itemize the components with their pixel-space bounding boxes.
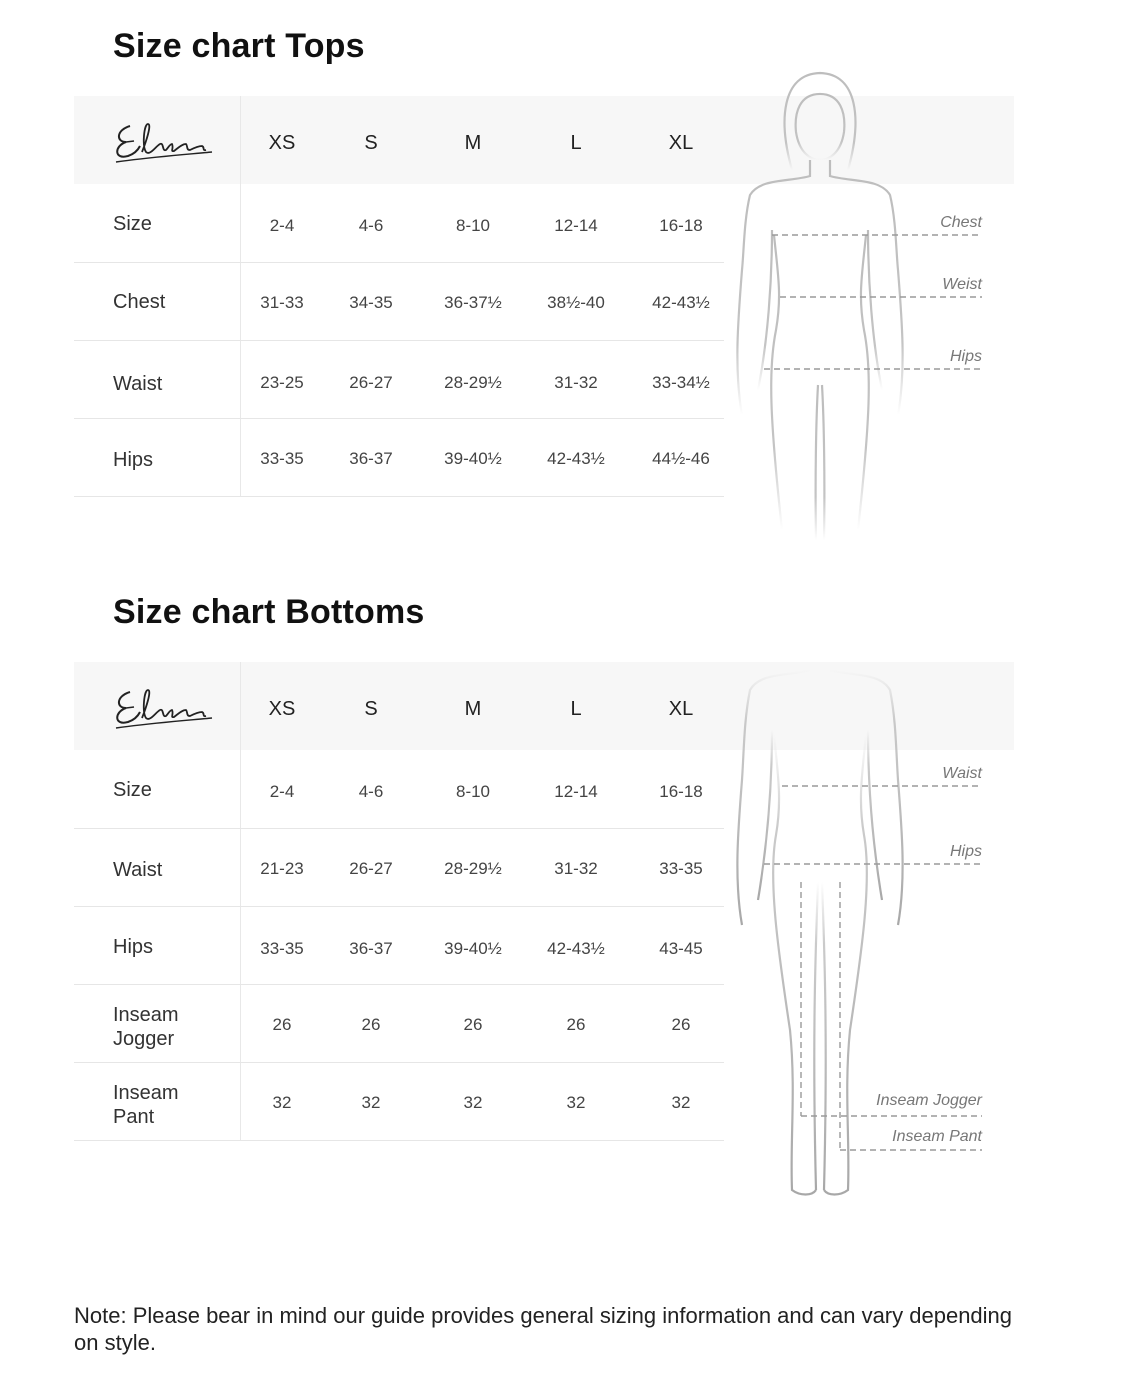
bottoms-cell: 21-23 (260, 859, 304, 878)
sizing-note: Note: Please bear in mind our guide provides general sizing information and can vary depending on style. (74, 1303, 1013, 1355)
bottoms-cell: 33-35 (659, 859, 703, 878)
tops-cell: 36-37½ (444, 293, 502, 312)
bottoms-figure-label-inseam-jogger: Inseam Jogger (876, 1092, 982, 1109)
bottoms-row-divider (74, 828, 724, 829)
tops-row-label-hips: Hips (113, 449, 154, 471)
tops-cell: 4-6 (358, 216, 384, 235)
bottoms-header-xs: XS (268, 698, 296, 720)
bottoms-header-m: M (464, 698, 482, 720)
bottoms-cell: 28-29½ (444, 859, 502, 878)
bottoms-header-xl: XL (668, 698, 694, 720)
bottoms-body-figure (720, 630, 1020, 1200)
tops-title: Size chart Tops (113, 27, 365, 65)
tops-header-s: S (364, 132, 378, 154)
tops-header-l: L (570, 132, 582, 154)
bottoms-row-label-waist: Waist (113, 859, 163, 881)
tops-figure-label-chest: Chest (940, 214, 982, 231)
bottoms-cell: 32 (671, 1093, 691, 1112)
bottoms-cell: 26 (361, 1015, 381, 1034)
tops-cell: 2-4 (269, 216, 295, 235)
tops-cell: 16-18 (659, 216, 703, 235)
bottoms-cell: 31-32 (554, 859, 598, 878)
tops-cell: 8-10 (455, 216, 491, 235)
tops-cell: 23-25 (260, 373, 304, 392)
bottoms-row-divider (74, 1062, 724, 1063)
tops-cell: 42-43½ (652, 293, 710, 312)
bottoms-figure-label-inseam-pant: Inseam Pant (892, 1128, 982, 1145)
bottoms-cell: 26 (566, 1015, 586, 1034)
bottoms-cell: 32 (463, 1093, 483, 1112)
bottoms-row-divider (74, 1140, 724, 1141)
bottoms-figure-label-waist: Waist (942, 765, 982, 782)
bottoms-cell: 32 (272, 1093, 292, 1112)
tops-cell: 34-35 (349, 293, 393, 312)
tops-row-label-chest: Chest (113, 291, 166, 313)
tops-row-label-size: Size (113, 213, 152, 235)
tops-column-divider (240, 96, 241, 496)
tops-cell: 33-35 (260, 449, 304, 468)
tops-row-divider (74, 418, 724, 419)
bottoms-row-label-inseam-jogger: Inseam Jogger (113, 1004, 179, 1050)
bottoms-cell: 26-27 (349, 859, 393, 878)
bottoms-row-label-hips: Hips (113, 936, 154, 958)
bottoms-cell: 12-14 (554, 782, 598, 801)
tops-cell: 42-43½ (547, 449, 605, 468)
tops-cell: 39-40½ (444, 449, 502, 468)
bottoms-row-divider (74, 906, 724, 907)
tops-row-divider (74, 340, 724, 341)
bottoms-title: Size chart Bottoms (113, 593, 425, 631)
bottoms-row-label-inseam-pant: Inseam Pant (113, 1082, 179, 1128)
tops-header-xl: XL (668, 132, 694, 154)
tops-row-divider (74, 496, 724, 497)
bottoms-row-divider (74, 984, 724, 985)
tops-cell: 28-29½ (444, 373, 502, 392)
bottoms-header-l: L (570, 698, 582, 720)
bottoms-cell: 26 (671, 1015, 691, 1034)
bottoms-cell: 42-43½ (547, 939, 605, 958)
tops-cell: 44½-46 (652, 449, 710, 468)
tops-cell: 31-32 (554, 373, 598, 392)
bottoms-cell: 2-4 (269, 782, 295, 801)
tops-header-xs: XS (268, 132, 296, 154)
bottoms-figure-label-hips: Hips (949, 843, 982, 860)
tops-figure-label-hips: Hips (949, 348, 982, 365)
bottoms-column-divider (240, 662, 241, 1140)
tops-row-label-waist: Waist (113, 373, 163, 395)
bottoms-cell: 32 (361, 1093, 381, 1112)
bottoms-cell: 26 (272, 1015, 292, 1034)
tops-header-m: M (464, 132, 482, 154)
bottoms-cell: 26 (463, 1015, 483, 1034)
tops-cell: 36-37 (349, 449, 393, 468)
tops-cell: 33-34½ (652, 373, 710, 392)
bottoms-cell: 43-45 (659, 939, 703, 958)
bottoms-cell: 16-18 (659, 782, 703, 801)
bottoms-cell: 39-40½ (444, 939, 502, 958)
bottoms-cell: 8-10 (455, 782, 491, 801)
tops-cell: 38½-40 (547, 293, 605, 312)
bottoms-cell: 4-6 (358, 782, 384, 801)
bottoms-cell: 36-37 (349, 939, 393, 958)
tops-figure-label-weist: Weist (942, 276, 982, 293)
tops-cell: 31-33 (260, 293, 304, 312)
tops-body-figure (720, 60, 1020, 560)
tops-cell: 12-14 (554, 216, 598, 235)
tops-row-divider (74, 262, 724, 263)
bottoms-brand-logo (112, 682, 232, 732)
bottoms-cell: 32 (566, 1093, 586, 1112)
bottoms-row-label-size: Size (113, 779, 152, 801)
tops-brand-logo (112, 116, 232, 166)
bottoms-header-s: S (364, 698, 378, 720)
tops-cell: 26-27 (349, 373, 393, 392)
bottoms-cell: 33-35 (260, 939, 304, 958)
